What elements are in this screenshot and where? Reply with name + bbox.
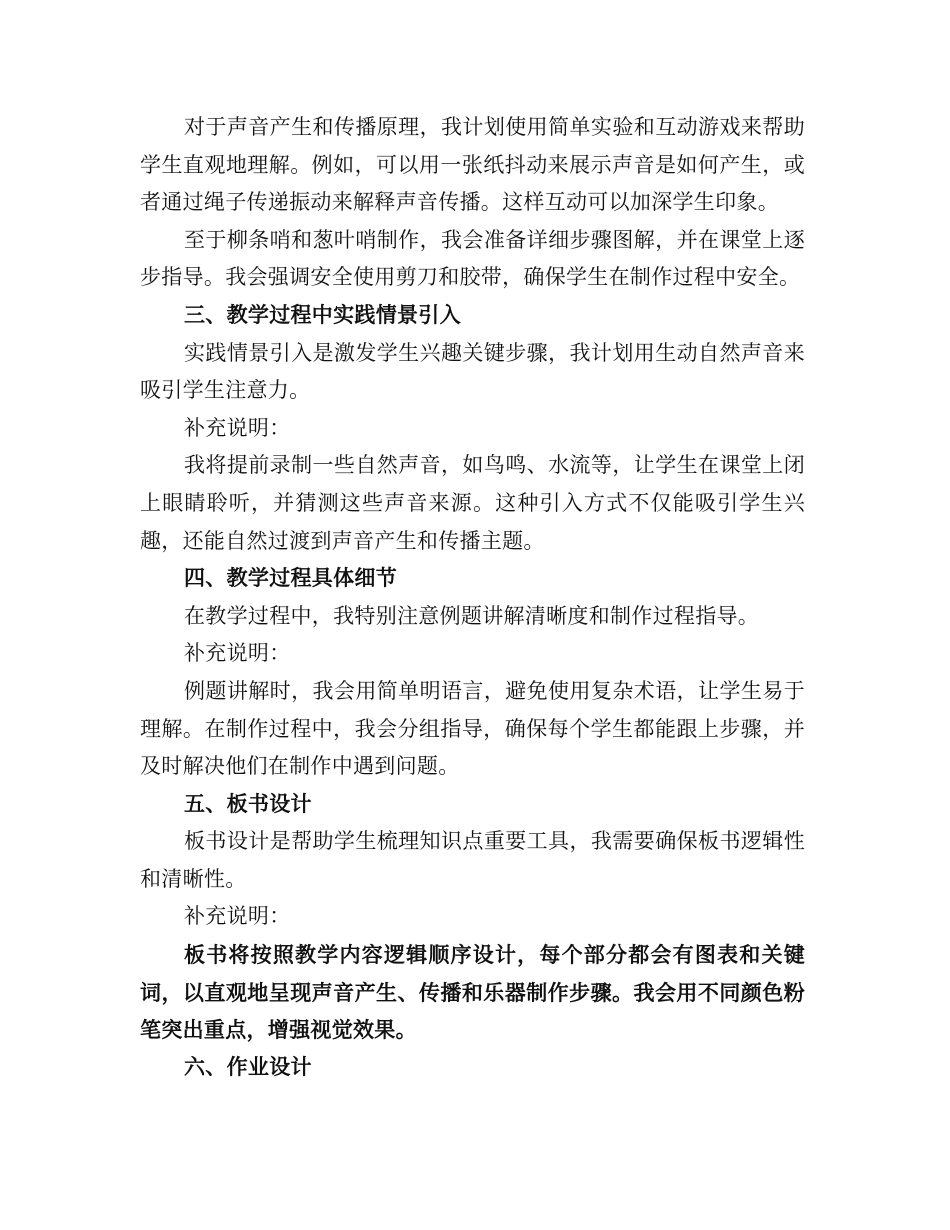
paragraph-whistle-making: 至于柳条哨和葱叶哨制作，我会准备详细步骤图解，并在课堂上逐步指导。我会强调安全使用剪刀和胶带，确保学生在制作过程中安全。 — [140, 227, 805, 290]
supplement-label-1: 补充说明： — [184, 415, 291, 440]
section-heading-4: 四、教学过程具体细节 — [184, 566, 397, 591]
paragraph-scenario-intro: 实践情景引入是激发学生兴趣关键步骤，我计划用生动自然声音来吸引学生注意力。 — [140, 340, 805, 403]
paragraph-natural-sounds: 我将提前录制一些自然声音，如鸟鸣、水流等，让学生在课堂上闭上眼睛聆听，并猜测这些声音来源。这种引入方式不仅能吸引学生兴趣，还能自然过渡到声音产生和传播主题。 — [140, 453, 805, 553]
section-heading-5: 五、板书设计 — [184, 791, 312, 816]
document-body — [140, 109, 805, 1086]
paragraph-board-design: 板书设计是帮助学生梳理知识点重要工具，我需要确保板书逻辑性和清晰性。 — [140, 829, 805, 891]
supplement-label-2: 补充说明： — [184, 641, 291, 666]
section-heading-6: 六、作业设计 — [184, 1054, 312, 1079]
supplement-label-3: 补充说明： — [184, 904, 291, 929]
paragraph-teaching-details: 在教学过程中，我特别注意例题讲解清晰度和制作过程指导。 — [184, 603, 760, 628]
paragraph-board-layout-bold: 板书将按照教学内容逻辑顺序设计，每个部分都会有图表和关键词，以直观地呈现声音产生、传播和乐器制作步骤。我会用不同颜色粉笔突出重点，增强视觉效果。 — [140, 942, 805, 1043]
paragraph-sound-principle: 对于声音产生和传播原理，我计划使用简单实验和互动游戏来帮助学生直观地理解。例如，可以用一张纸抖动来展示声音是如何产生，或者通过绳子传递振动来解释声音传播。这样互动可以加深学生印象。 — [140, 115, 805, 215]
section-heading-3: 三、教学过程中实践情景引入 — [184, 302, 461, 327]
paragraph-example-explanation: 例题讲解时，我会用简单明语言，避免使用复杂术语，让学生易于理解。在制作过程中，我会分组指导，确保每个学生都能跟上步骤，并及时解决他们在制作中遇到问题。 — [140, 678, 805, 779]
